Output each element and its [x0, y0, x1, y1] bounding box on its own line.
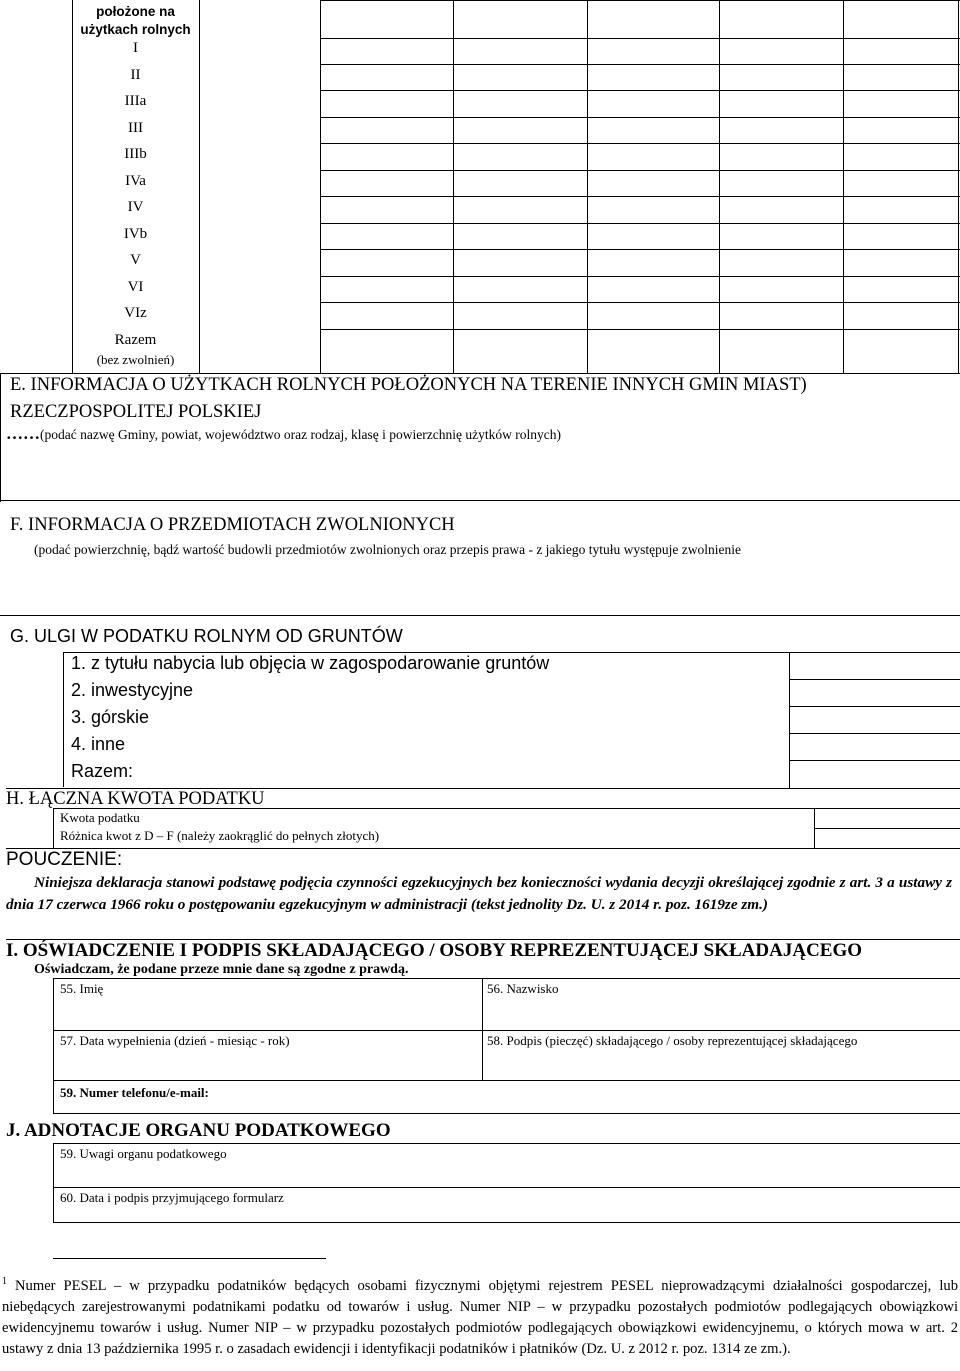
section-f-note: (podać powierzchnię, bądź wartość budowli przedmiotów zwolnionych oraz przepis prawa - z jakiego tytułu występuje zwolnienie: [34, 542, 742, 557]
first-name-field[interactable]: 55. Imię: [60, 981, 104, 996]
land-class-label: IVa: [125, 173, 146, 189]
declaration-statement: Oświadczam, że podane przeze mnie dane są zgodne z prawdą.: [34, 962, 409, 977]
contact-field[interactable]: 59. Numer telefonu/e-mail:: [60, 1085, 209, 1100]
pouczenie-text: [6, 872, 952, 916]
footnote: [2, 1271, 958, 1360]
relief-item: 2. inwestycyjne: [71, 680, 194, 700]
land-class-label: II: [130, 67, 141, 83]
land-class-label: IIIb: [124, 146, 147, 162]
section-e-note: (podać nazwę Gminy, powiat, województwo oraz rodzaj, klasę i powierzchnię użytków rolnych): [40, 427, 561, 442]
relief-total: Razem:: [71, 761, 134, 781]
footnote-mark: 1: [2, 1276, 7, 1287]
land-class-table: [72, 0, 960, 373]
signature-field[interactable]: 58. Podpis (pieczęć) składającego / osoby reprezentującej składającego: [487, 1033, 858, 1048]
pouczenie-italic: Niniejsza deklaracja stanowi podstawę podjęcia czynności egzekucyjnych bez konieczności wydania decyzji określającej zgodnie z art.: [34, 874, 872, 891]
section-e-title-cont: RZECZPOSPOLITEJ POLSKIEJ: [10, 402, 262, 422]
section-g-title: G. ULGI W PODATKU ROLNYM OD GRUNTÓW: [10, 626, 403, 646]
section-f: [0, 501, 960, 616]
land-class-label: IIIa: [124, 93, 147, 109]
office-remarks-field[interactable]: 59. Uwagi organu podatkowego: [60, 1146, 227, 1161]
section-f-title: F. INFORMACJA O PRZEDMIOTACH ZWOLNIONYCH: [10, 515, 455, 535]
pouczenie-rest: 3 a ustawy z dnia 17 czerwca 1966 roku o postępowaniu egzekucyjnym w administracji (tekst jednolity Dz. U. z 2014 r. poz. 1619ze zm.): [6, 874, 953, 913]
total-sublabel: (bez zwolnień): [96, 352, 175, 367]
dots: ……: [6, 424, 40, 443]
relief-item: 1. z tytułu nabycia lub objęcia w zagospodarowanie gruntów: [71, 653, 550, 673]
pouczenie-title: POUCZENIE:: [6, 848, 960, 871]
section-e-title: E. INFORMACJA O UŻYTKACH ROLNYCH POŁOŻONYCH NA TERENIE INNYCH GMIN MIAST): [10, 375, 807, 395]
relief-item: 3. górskie: [71, 707, 150, 727]
receipt-date-field[interactable]: 60. Data i podpis przyjmującego formularz: [60, 1190, 284, 1205]
land-class-label: V: [130, 252, 141, 268]
land-class-header: położone na użytkach rolnych: [80, 4, 191, 37]
tax-difference-label: Różnica kwot z D – F (należy zaokrąglić do pełnych złotych): [60, 828, 380, 843]
fill-date-field[interactable]: 57. Data wypełnienia (dzień - miesiąc - rok): [60, 1033, 290, 1048]
tax-amount-label: Kwota podatku: [60, 810, 140, 825]
land-class-label: VIz: [124, 305, 147, 321]
section-h-title: H. ŁĄCZNA KWOTA PODATKU: [6, 788, 960, 810]
land-class-label: I: [133, 40, 138, 56]
section-e: [0, 373, 960, 501]
section-i-title: I. OŚWIADCZENIE I PODPIS SKŁADAJĄCEGO / OSOBY REPREZENTUJĄCEJ SKŁADAJĄCEGO: [6, 939, 960, 962]
section-j-title: J. ADNOTACJE ORGANU PODATKOWEGO: [6, 1120, 391, 1141]
land-class-label: IV: [127, 199, 144, 215]
relief-item: 4. inne: [71, 734, 126, 754]
land-class-label: III: [128, 120, 143, 136]
land-class-label: VI: [127, 279, 144, 295]
land-class-label: IVb: [123, 226, 148, 242]
footnote-divider: [53, 1258, 326, 1259]
total-label: Razem: [114, 332, 157, 348]
last-name-field[interactable]: 56. Nazwisko: [487, 981, 559, 996]
footnote-text: Numer PESEL – w przypadku podatników będących osobami fizycznymi objętymi rejestrem PESEL nieprowadzącymi działalności gospodarczej, lub niebędących zarejestrowanymi podatnikami podatku od towarów i usług. Numer NIP – w przypadku pozostałych podmiotów podlegających obowiązkowi ewidencyjnemu towarów i usług. Numer NIP – w przypadku pozostałych podmiotów podlegających obowiązkowi ewidencyjnemu, o których mowa w art. 2 ustawy z dnia 13 października 1995 r. o zasadach ewidencji i identyfikacji podatników i płatników (Dz. U. z 2012 r. poz. 1314 ze zm.).: [2, 1277, 958, 1357]
